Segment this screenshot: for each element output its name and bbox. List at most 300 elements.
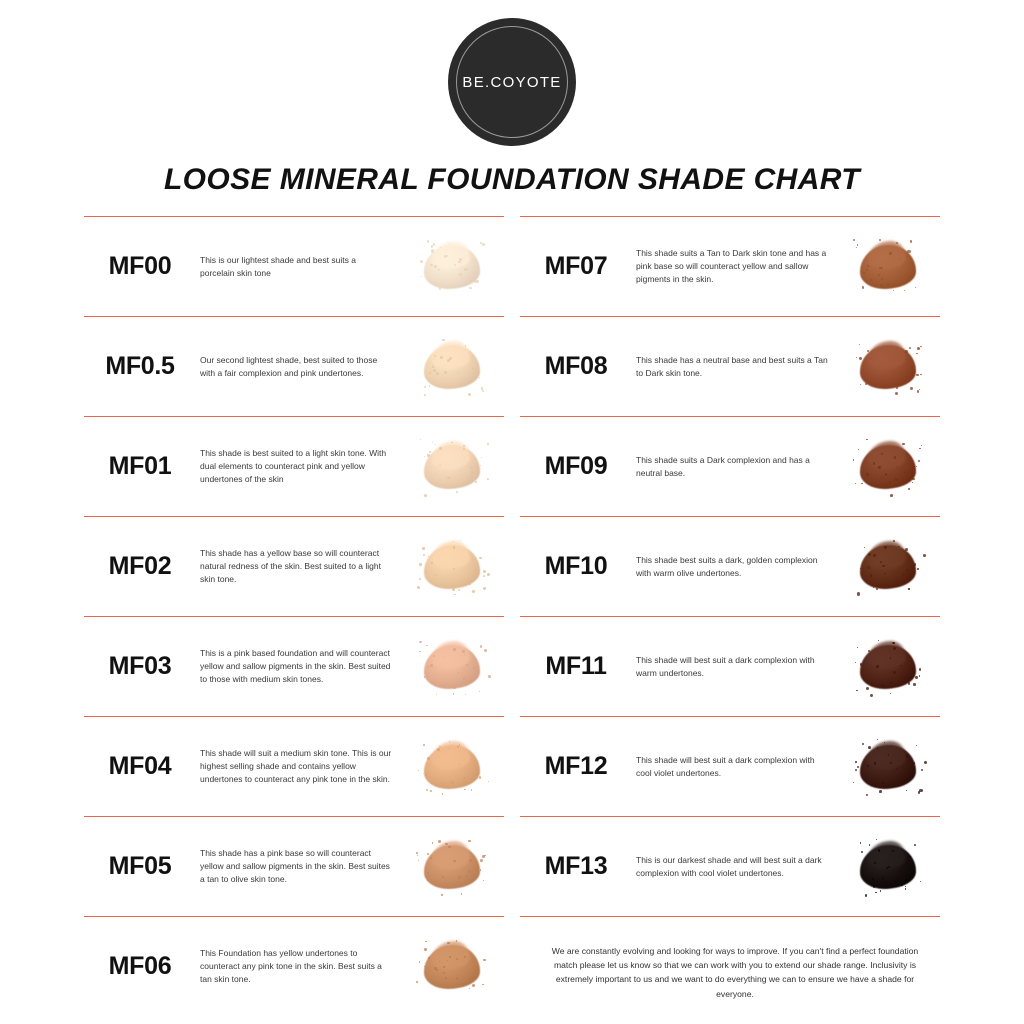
powder-speck bbox=[419, 961, 420, 962]
powder-speck bbox=[469, 961, 470, 962]
powder-speck bbox=[438, 269, 440, 271]
powder-speck bbox=[418, 770, 419, 771]
powder-speck bbox=[889, 481, 891, 483]
shade-description: This shade has a pink base so will counteract yellow and sallow pigments in the skin. Best suites a tan to olive skin tone. bbox=[200, 848, 390, 884]
powder-speck bbox=[855, 769, 857, 771]
shade-swatch bbox=[836, 624, 940, 710]
powder-speck bbox=[433, 655, 435, 657]
powder-speck bbox=[424, 386, 426, 388]
shade-description: This shade best suits a dark, golden complexion with warm olive undertones. bbox=[636, 554, 818, 578]
powder-speck bbox=[916, 353, 918, 355]
shade-row bbox=[84, 817, 504, 916]
powder-speck bbox=[878, 640, 879, 641]
powder-speck bbox=[866, 794, 868, 796]
powder-speck bbox=[443, 972, 444, 973]
powder-speck bbox=[435, 574, 436, 575]
powder-speck bbox=[448, 785, 449, 786]
shade-description: This shade will best suit a dark complexion with warm undertones. bbox=[636, 654, 815, 678]
shade-swatch bbox=[400, 724, 504, 810]
powder-speck bbox=[443, 966, 444, 967]
powder-speck bbox=[465, 694, 466, 695]
powder-speck bbox=[853, 239, 855, 241]
powder-speck bbox=[480, 242, 481, 243]
powder-speck bbox=[488, 675, 491, 678]
shade-description: This shade has a neutral base and best suits a Tan to Dark skin tone. bbox=[636, 354, 828, 378]
powder-speck bbox=[895, 478, 898, 481]
powder-speck bbox=[853, 782, 854, 783]
powder-speck bbox=[901, 870, 902, 871]
powder-speck bbox=[426, 645, 428, 647]
powder-speck bbox=[892, 642, 894, 644]
powder-speck bbox=[910, 387, 913, 390]
powder-speck bbox=[857, 647, 858, 648]
powder-speck bbox=[921, 445, 922, 446]
powder-speck bbox=[892, 850, 894, 852]
shade-code: MF10 bbox=[544, 552, 608, 580]
powder-speck bbox=[427, 853, 429, 855]
powder-speck bbox=[878, 466, 881, 469]
powder-speck bbox=[430, 581, 431, 582]
shade-row bbox=[520, 317, 940, 416]
powder-speck bbox=[879, 239, 881, 241]
powder-speck bbox=[479, 691, 480, 692]
powder-speck bbox=[894, 456, 897, 459]
powder-speck bbox=[860, 842, 861, 843]
powder-speck bbox=[887, 283, 890, 286]
powder-speck bbox=[479, 557, 481, 559]
powder-speck bbox=[896, 768, 897, 769]
shade-description: This shade will best suit a dark complexion with cool violet undertones. bbox=[636, 754, 815, 778]
powder-speck bbox=[475, 569, 477, 571]
powder-speck bbox=[487, 478, 489, 480]
shade-code: MF04 bbox=[108, 752, 172, 780]
powder-speck bbox=[895, 580, 897, 582]
powder-speck bbox=[889, 252, 891, 254]
powder-speck bbox=[447, 942, 449, 944]
powder-speck bbox=[434, 358, 435, 359]
powder-speck bbox=[468, 840, 470, 842]
powder-speck bbox=[876, 839, 877, 840]
powder-speck bbox=[458, 589, 460, 591]
powder-speck bbox=[482, 855, 485, 858]
powder-speck bbox=[868, 746, 871, 749]
footer-note: We are constantly evolving and looking for ways to improve. If you can't find a perfect foundation match please let us know so that we can work with you to extend our shade range. Inclusivity is extremely important to us and we want to do everything we can to ensure we have a shade for everyone. bbox=[551, 946, 919, 999]
powder-speck bbox=[855, 662, 856, 663]
powder-speck bbox=[462, 650, 465, 653]
shade-code: MF12 bbox=[544, 752, 608, 780]
powder-speck bbox=[488, 781, 489, 782]
powder-speck bbox=[480, 465, 481, 466]
powder-speck bbox=[426, 376, 427, 377]
powder-speck bbox=[431, 245, 434, 248]
shade-code: MF08 bbox=[544, 352, 608, 380]
powder-speck bbox=[909, 347, 911, 349]
powder-speck bbox=[433, 243, 435, 245]
powder-speck bbox=[878, 849, 881, 852]
powder-speck bbox=[873, 885, 875, 887]
powder-speck bbox=[475, 481, 477, 483]
shade-code: MF11 bbox=[545, 652, 607, 680]
powder-speck bbox=[470, 466, 473, 469]
powder-speck bbox=[442, 339, 445, 342]
powder-speck bbox=[429, 451, 431, 453]
powder-speck bbox=[902, 443, 905, 446]
powder-speck bbox=[424, 966, 425, 967]
shade-swatch bbox=[400, 824, 504, 910]
powder-speck bbox=[870, 279, 872, 281]
powder-speck bbox=[445, 977, 447, 979]
shade-code: MF02 bbox=[108, 552, 172, 580]
powder-speck bbox=[896, 242, 898, 244]
powder-speck bbox=[869, 844, 870, 845]
powder-speck bbox=[483, 880, 484, 881]
shade-swatch bbox=[836, 824, 940, 910]
powder-speck bbox=[861, 851, 863, 853]
powder-speck bbox=[439, 447, 442, 450]
powder-peak bbox=[868, 341, 906, 369]
powder-speck bbox=[919, 668, 921, 670]
powder-speck bbox=[868, 553, 871, 556]
powder-speck bbox=[418, 860, 419, 861]
powder-speck bbox=[468, 393, 471, 396]
shade-swatch bbox=[400, 624, 504, 710]
powder-speck bbox=[471, 789, 472, 790]
shade-code: MF01 bbox=[108, 452, 172, 480]
powder-speck bbox=[924, 761, 927, 764]
powder-speck bbox=[448, 748, 449, 749]
powder-speck bbox=[419, 651, 421, 653]
powder-speck bbox=[431, 562, 433, 564]
shade-row bbox=[84, 317, 504, 416]
powder-peak bbox=[868, 841, 906, 869]
powder-speck bbox=[479, 776, 481, 778]
shade-code: MF03 bbox=[108, 652, 172, 680]
powder-speck bbox=[454, 594, 456, 596]
powder-speck bbox=[464, 268, 467, 271]
shade-swatch bbox=[400, 524, 504, 610]
powder-speck bbox=[442, 793, 443, 794]
powder-speck bbox=[447, 477, 449, 479]
shade-description: Our second lightest shade, best suited to those with a fair complexion and pink undertones. bbox=[200, 354, 378, 378]
powder-speck bbox=[439, 465, 440, 466]
powder-peak bbox=[868, 241, 906, 269]
powder-speck bbox=[907, 254, 908, 255]
powder-speck bbox=[482, 390, 484, 392]
brand-logo-text: BE.COYOTE bbox=[462, 73, 562, 91]
powder-speck bbox=[890, 693, 891, 694]
powder-speck bbox=[479, 377, 480, 378]
powder-speck bbox=[423, 554, 425, 556]
shade-column-right bbox=[512, 216, 940, 1016]
powder-speck bbox=[893, 290, 894, 291]
powder-speck bbox=[464, 654, 465, 655]
shade-row bbox=[520, 817, 940, 916]
powder-speck bbox=[856, 690, 858, 692]
powder-speck bbox=[476, 280, 479, 283]
powder-speck bbox=[435, 444, 436, 445]
powder-speck bbox=[482, 984, 484, 986]
powder-speck bbox=[428, 957, 430, 959]
powder-speck bbox=[427, 880, 428, 881]
shade-row bbox=[520, 517, 940, 616]
powder-speck bbox=[432, 842, 433, 843]
powder-speck bbox=[483, 570, 486, 573]
powder-speck bbox=[919, 448, 920, 449]
powder-speck bbox=[458, 672, 459, 673]
shade-row bbox=[84, 717, 504, 816]
powder-speck bbox=[915, 676, 917, 678]
powder-speck bbox=[481, 457, 482, 458]
brand-logo bbox=[448, 18, 576, 146]
shade-description: This shade has a yellow base so will counteract natural redness of the skin. Best suited to a light skin tone. bbox=[200, 548, 381, 584]
powder-speck bbox=[440, 356, 443, 359]
powder-speck bbox=[463, 677, 466, 680]
shade-swatch bbox=[836, 524, 940, 610]
powder-speck bbox=[908, 588, 910, 590]
powder-speck bbox=[461, 893, 462, 894]
powder-speck bbox=[879, 790, 882, 793]
powder-speck bbox=[437, 748, 440, 751]
shade-swatch bbox=[400, 324, 504, 410]
powder-speck bbox=[469, 287, 472, 290]
powder-speck bbox=[468, 870, 471, 873]
powder-speck bbox=[920, 346, 921, 347]
powder-speck bbox=[438, 840, 441, 843]
powder-speck bbox=[858, 449, 859, 450]
powder-speck bbox=[480, 859, 483, 862]
powder-speck bbox=[431, 249, 434, 252]
powder-speck bbox=[416, 852, 418, 854]
powder-peak bbox=[432, 841, 470, 869]
powder-speck bbox=[855, 761, 857, 763]
powder-speck bbox=[429, 385, 431, 387]
powder-speck bbox=[457, 372, 458, 373]
powder-speck bbox=[483, 587, 486, 590]
powder-speck bbox=[483, 959, 485, 961]
powder-speck bbox=[424, 456, 425, 457]
shade-code: MF06 bbox=[108, 952, 172, 980]
shade-row bbox=[520, 617, 940, 716]
powder-speck bbox=[441, 894, 442, 895]
shade-row bbox=[84, 617, 504, 716]
powder-speck bbox=[483, 575, 485, 577]
powder-speck bbox=[853, 459, 855, 461]
powder-speck bbox=[463, 445, 465, 447]
powder-speck bbox=[919, 789, 922, 792]
powder-speck bbox=[487, 443, 489, 445]
shade-row bbox=[84, 417, 504, 516]
powder-peak bbox=[432, 741, 470, 769]
powder-speck bbox=[466, 684, 468, 686]
powder-speck bbox=[417, 586, 420, 589]
powder-speck bbox=[456, 977, 459, 980]
powder-peak bbox=[432, 241, 470, 269]
powder-speck bbox=[469, 859, 472, 862]
powder-peak bbox=[432, 541, 470, 569]
powder-speck bbox=[859, 357, 861, 359]
powder-speck bbox=[912, 466, 915, 469]
powder-speck bbox=[478, 569, 480, 571]
powder-speck bbox=[424, 948, 427, 951]
powder-speck bbox=[420, 260, 423, 263]
powder-speck bbox=[906, 790, 907, 791]
powder-speck bbox=[905, 879, 907, 881]
powder-speck bbox=[866, 269, 868, 271]
shade-column-left bbox=[84, 216, 512, 1016]
powder-speck bbox=[923, 554, 926, 557]
powder-speck bbox=[432, 442, 433, 443]
powder-speck bbox=[866, 439, 868, 441]
shade-code: MF0.5 bbox=[105, 352, 175, 380]
powder-speck bbox=[857, 244, 858, 245]
shade-code: MF05 bbox=[108, 852, 172, 880]
powder-speck bbox=[877, 739, 878, 740]
powder-speck bbox=[417, 855, 419, 857]
shade-code: MF13 bbox=[544, 852, 608, 880]
powder-speck bbox=[914, 844, 917, 847]
powder-speck bbox=[881, 684, 884, 687]
powder-speck bbox=[420, 439, 421, 440]
powder-speck bbox=[457, 746, 459, 748]
powder-speck bbox=[856, 357, 857, 358]
powder-speck bbox=[907, 250, 910, 253]
powder-speck bbox=[880, 284, 882, 286]
shade-code: MF00 bbox=[108, 252, 172, 280]
powder-speck bbox=[905, 888, 907, 890]
powder-speck bbox=[864, 547, 865, 548]
shade-code: MF09 bbox=[544, 452, 608, 480]
powder-speck bbox=[875, 892, 877, 894]
powder-speck bbox=[880, 890, 882, 892]
powder-speck bbox=[870, 694, 873, 697]
powder-speck bbox=[456, 491, 458, 493]
shade-description: This shade suits a Tan to Dark skin tone and has a pink base so will counteract yellow and sallow pigments in the skin. bbox=[636, 248, 827, 284]
shade-table bbox=[84, 216, 940, 1016]
powder-speck bbox=[910, 240, 912, 242]
powder-speck bbox=[890, 494, 893, 497]
powder-speck bbox=[917, 347, 920, 350]
powder-speck bbox=[468, 583, 471, 586]
powder-speck bbox=[426, 789, 428, 791]
powder-speck bbox=[914, 762, 915, 763]
powder-speck bbox=[868, 567, 870, 569]
powder-speck bbox=[905, 548, 908, 551]
powder-speck bbox=[466, 875, 468, 877]
powder-speck bbox=[908, 488, 910, 490]
powder-speck bbox=[866, 687, 869, 690]
powder-speck bbox=[918, 460, 921, 463]
powder-speck bbox=[920, 374, 922, 376]
powder-speck bbox=[873, 462, 875, 464]
powder-speck bbox=[419, 578, 421, 580]
powder-speck bbox=[856, 247, 857, 248]
powder-speck bbox=[917, 390, 919, 392]
powder-speck bbox=[882, 381, 883, 382]
shade-row bbox=[520, 217, 940, 316]
page-title: LOOSE MINERAL FOUNDATION SHADE CHART bbox=[163, 163, 861, 196]
shade-row bbox=[520, 717, 940, 816]
shade-swatch bbox=[400, 424, 504, 510]
powder-speck bbox=[862, 286, 864, 288]
shade-swatch bbox=[400, 224, 504, 310]
powder-speck bbox=[905, 886, 906, 887]
powder-speck bbox=[904, 471, 905, 472]
shade-description: This shade is best suited to a light skin tone. With dual elements to counteract pink and yellow undertones of the skin bbox=[200, 448, 387, 484]
powder-speck bbox=[865, 376, 866, 377]
powder-speck bbox=[433, 976, 434, 977]
powder-speck bbox=[895, 392, 898, 395]
powder-speck bbox=[439, 961, 440, 962]
powder-speck bbox=[430, 857, 432, 859]
powder-speck bbox=[425, 941, 427, 943]
powder-speck bbox=[904, 290, 906, 292]
powder-speck bbox=[921, 769, 923, 771]
powder-speck bbox=[857, 592, 860, 595]
shade-swatch bbox=[836, 724, 940, 810]
powder-speck bbox=[857, 766, 859, 768]
shade-description: This is a pink based foundation and will counteract yellow and sallow pigments in the skin. Best suited to those with medium skin tones. bbox=[200, 648, 391, 684]
powder-speck bbox=[882, 782, 884, 784]
powder-speck bbox=[436, 372, 439, 375]
powder-speck bbox=[906, 569, 908, 571]
shade-code: MF07 bbox=[544, 252, 608, 280]
shade-description: This is our darkest shade and will best suit a dark complexion with cool violet undertones. bbox=[636, 854, 822, 878]
powder-speck bbox=[916, 374, 919, 377]
shade-swatch bbox=[836, 324, 940, 410]
powder-speck bbox=[430, 790, 431, 791]
powder-speck bbox=[920, 881, 921, 882]
powder-speck bbox=[429, 372, 430, 373]
powder-speck bbox=[472, 590, 475, 593]
powder-speck bbox=[472, 367, 475, 370]
powder-speck bbox=[915, 287, 916, 288]
powder-speck bbox=[482, 243, 485, 246]
powder-speck bbox=[863, 272, 865, 274]
powder-speck bbox=[862, 743, 864, 745]
powder-speck bbox=[860, 384, 862, 386]
powder-speck bbox=[901, 884, 903, 886]
powder-speck bbox=[433, 369, 436, 372]
powder-speck bbox=[416, 981, 418, 983]
powder-speck bbox=[427, 240, 430, 243]
powder-speck bbox=[861, 483, 863, 485]
powder-speck bbox=[484, 649, 487, 652]
shade-swatch bbox=[836, 424, 940, 510]
powder-speck bbox=[439, 287, 442, 290]
powder-speck bbox=[432, 366, 433, 367]
powder-speck bbox=[436, 694, 437, 695]
shade-description: This is our lightest shade and best suits a porcelain skin tone bbox=[200, 254, 356, 278]
powder-speck bbox=[869, 680, 870, 681]
powder-speck bbox=[451, 442, 452, 443]
powder-speck bbox=[917, 568, 918, 569]
powder-speck bbox=[914, 563, 916, 565]
powder-speck bbox=[480, 869, 481, 870]
powder-speck bbox=[898, 283, 900, 285]
powder-speck bbox=[452, 588, 455, 591]
powder-speck bbox=[487, 573, 490, 576]
powder-speck bbox=[466, 664, 468, 666]
powder-speck bbox=[876, 588, 878, 590]
shade-description: This shade suits a Dark complexion and has a neutral base. bbox=[636, 454, 810, 478]
powder-speck bbox=[913, 683, 916, 686]
powder-speck bbox=[882, 565, 884, 567]
shade-description: This shade will suit a medium skin tone. This is our highest selling shade and contains yellow undertones to counteract any pink tone in the skin. bbox=[200, 748, 392, 784]
powder-speck bbox=[480, 645, 483, 648]
powder-speck bbox=[916, 745, 917, 746]
shade-swatch bbox=[400, 924, 504, 1010]
shade-description: This Foundation has yellow undertones to counteract any pink tone in the skin. Best suits a tan skin tone. bbox=[200, 948, 382, 984]
